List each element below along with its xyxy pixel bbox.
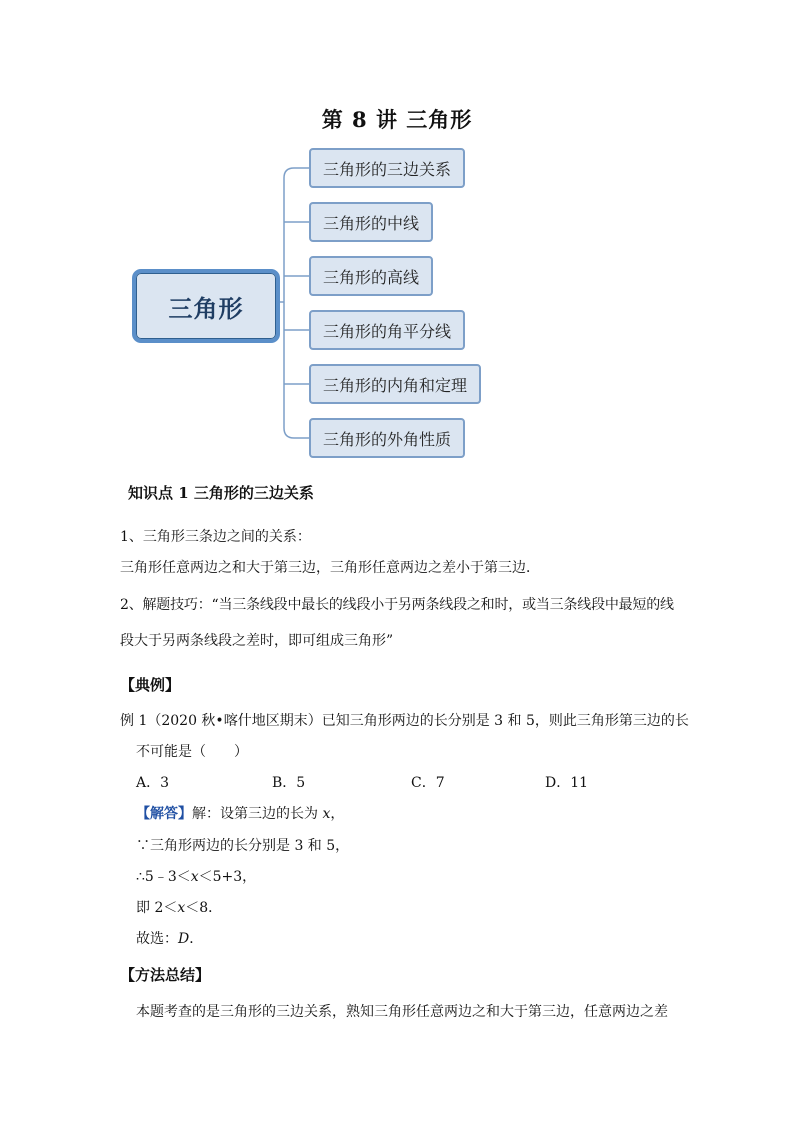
summary-heading: 【方法总结】 bbox=[120, 966, 211, 984]
content-line-3b: 段大于另两条线段之差时，即可组成三角形” bbox=[120, 633, 394, 649]
answer-line-4 bbox=[136, 897, 222, 917]
answer-line-4-b: ＜8． bbox=[185, 900, 223, 916]
content-line-1: 1、三角形三条边之间的关系： bbox=[120, 529, 311, 545]
connector-spine bbox=[284, 168, 309, 438]
mindmap-center-node: 三角形 bbox=[132, 269, 280, 343]
mindmap-branch-angle-bisector: 三角形的角平分线 bbox=[309, 310, 465, 350]
answer-line-1-var: x bbox=[322, 806, 331, 822]
answer-line-1 bbox=[136, 803, 344, 823]
choice-d: D．11 bbox=[545, 775, 589, 791]
choice-b: B．5 bbox=[272, 775, 306, 791]
answer-line-3-var: x bbox=[190, 869, 199, 885]
choice-c: C．7 bbox=[411, 775, 445, 791]
example-question-line-1: 例 1（2020 秋•喀什地区期末）已知三角形两边的长分别是 3 和 5，则此三角形第三边的长 bbox=[120, 713, 689, 729]
content-line-2: 三角形任意两边之和大于第三边，三角形任意两边之差小于第三边． bbox=[120, 560, 540, 576]
answer-line-3 bbox=[136, 866, 256, 886]
choice-a: A．3 bbox=[136, 775, 170, 791]
mindmap-branch-exterior-angle: 三角形的外角性质 bbox=[309, 418, 465, 458]
answer-line-5-a: 故选： bbox=[136, 931, 178, 947]
knowledge-point-heading: 知识点 1 三角形的三边关系 bbox=[128, 484, 314, 502]
answer-line-3-a: ∴5﹣3＜ bbox=[136, 869, 191, 885]
content-line-3a: 2、解题技巧：“当三条线段中最长的线段小于另两条线段之和时，或当三条线段中最短的线 bbox=[120, 597, 674, 613]
answer-line-3-b: ＜5+3， bbox=[198, 869, 257, 885]
example-heading: 【典例】 bbox=[120, 676, 181, 694]
answer-line-5-b: ． bbox=[189, 931, 204, 947]
answer-line-4-a: 即 2＜ bbox=[136, 900, 178, 916]
mindmap-branch-side-relation: 三角形的三边关系 bbox=[309, 148, 465, 188]
page-title: 第 8 讲 三角形 bbox=[321, 107, 473, 132]
answer-line-1-end: ， bbox=[330, 806, 345, 822]
answer-line-4-var: x bbox=[177, 900, 186, 916]
mindmap-branch-interior-angle-sum: 三角形的内角和定理 bbox=[309, 364, 481, 404]
mindmap-branch-altitude: 三角形的高线 bbox=[309, 256, 433, 296]
answer-line-5-var: D bbox=[178, 931, 190, 947]
answer-line-5 bbox=[136, 928, 203, 948]
answer-line-1-text: 解：设第三边的长为 bbox=[192, 806, 323, 822]
answer-tag: 【解答】 bbox=[136, 806, 192, 822]
example-question-line-2: 不可能是（ ） bbox=[136, 744, 248, 760]
summary-text: 本题考查的是三角形的三边关系，熟知三角形任意两边之和大于第三边，任意两边之差 bbox=[136, 1004, 668, 1020]
mindmap-branch-median: 三角形的中线 bbox=[309, 202, 433, 242]
answer-line-2: ∵三角形两边的长分别是 3 和 5， bbox=[136, 838, 350, 854]
